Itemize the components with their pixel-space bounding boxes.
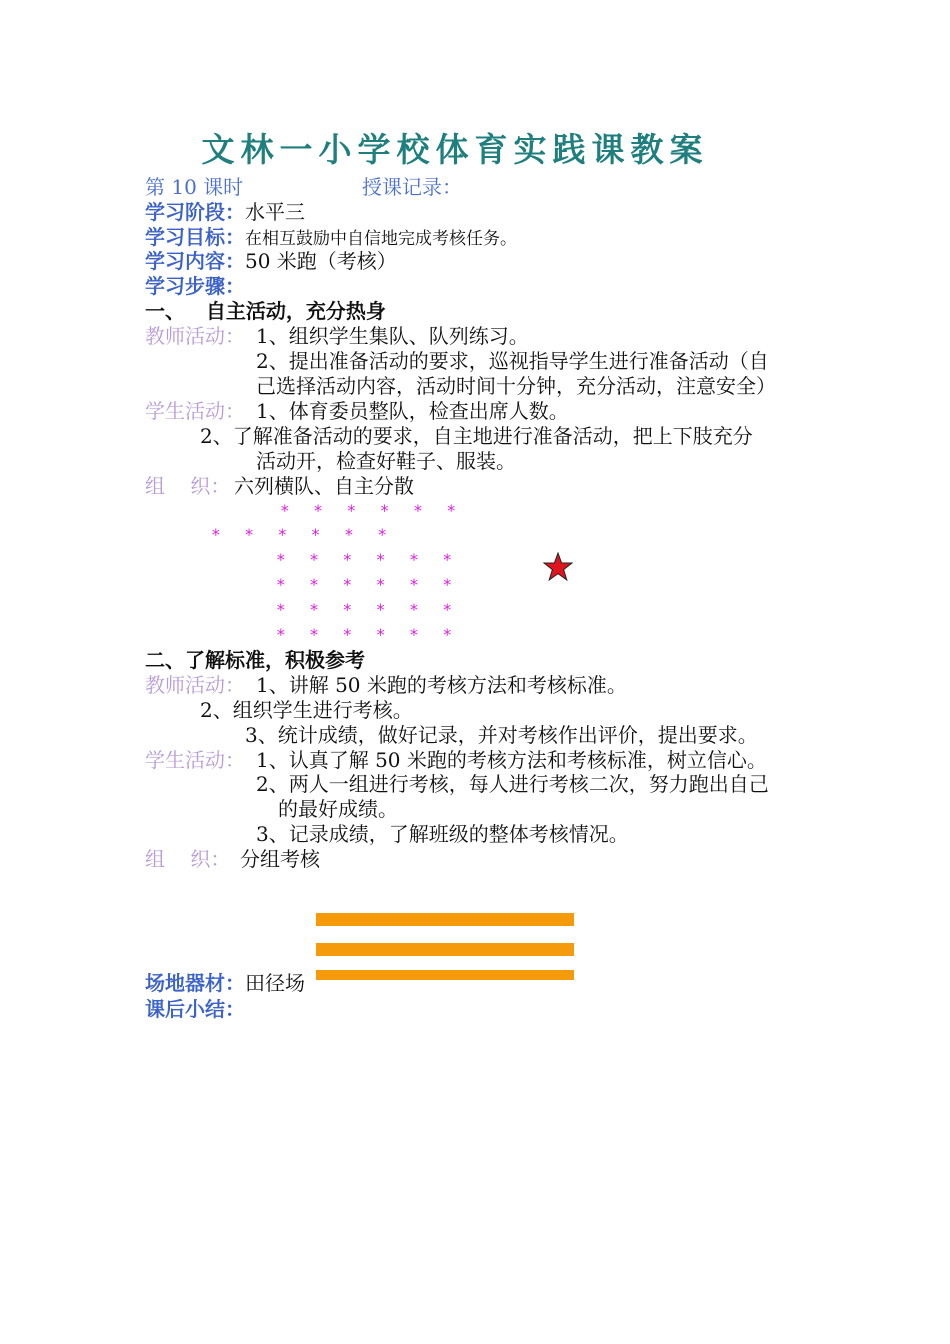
goal-label: 学习目标： xyxy=(145,225,245,249)
formation-row: * * * * * * xyxy=(276,575,459,594)
section2-student-3: 3、记录成绩，了解班级的整体考核情况。 xyxy=(256,822,629,846)
section2-student-label: 学生活动： xyxy=(145,748,245,772)
section1-student-2a: 2、了解准备活动的要求，自主地进行准备活动，把上下肢充分 xyxy=(200,424,753,448)
section1-teacher-label: 教师活动： xyxy=(145,324,245,348)
star-icon xyxy=(543,552,573,582)
section1-student-1: 1、体育委员整队，检查出席人数。 xyxy=(256,399,569,423)
goal-row xyxy=(145,225,517,251)
venue-row xyxy=(145,971,305,995)
section1-teacher-1: 1、组织学生集队、队列练习。 xyxy=(256,324,529,348)
goal-value: 在相互鼓励中自信地完成考核任务。 xyxy=(245,229,517,249)
formation-row: * * * * * * xyxy=(280,501,463,520)
steps-label: 学习步骤： xyxy=(145,274,245,298)
section2-student-1: 1、认真了解 50 米跑的考核方法和考核标准，树立信心。 xyxy=(256,748,767,772)
venue-label: 场地器材： xyxy=(145,971,245,995)
section1-heading: 一、 自主活动，充分热身 xyxy=(145,299,386,323)
formation-row: * * * * * * xyxy=(276,550,459,569)
content-value: 50 米跑（考核） xyxy=(245,249,397,273)
section1-org: 六列横队、自主分散 xyxy=(234,474,414,498)
section2-teacher-label: 教师活动： xyxy=(145,673,245,697)
stage-value: 水平三 xyxy=(245,200,305,224)
venue-value: 田径场 xyxy=(245,971,305,995)
formation-row: * * * * * * xyxy=(276,600,459,619)
stage-row xyxy=(145,200,305,224)
content-row xyxy=(145,249,397,273)
section1-teacher-2a: 2、提出准备活动的要求，巡视指导学生进行准备活动（自 xyxy=(256,349,769,373)
section2-student-2a: 2、两人一组进行考核，每人进行考核二次，努力跑出自己 xyxy=(256,772,769,796)
track-lane xyxy=(316,943,574,956)
section1-org-label: 组 织： xyxy=(145,474,231,498)
formation-row: * * * * * * xyxy=(211,525,394,544)
section2-org: 分组考核 xyxy=(240,847,320,871)
track-lane xyxy=(316,970,574,980)
section1-student-2b: 活动开，检查好鞋子、服装。 xyxy=(256,449,516,473)
summary-label: 课后小结： xyxy=(145,997,245,1021)
section2-teacher-2: 2、组织学生进行考核。 xyxy=(200,698,413,722)
section2-org-label: 组 织： xyxy=(145,847,231,871)
section2-student-2b: 的最好成绩。 xyxy=(278,797,398,821)
section1-teacher-2b: 己选择活动内容，活动时间十分钟，充分活动，注意安全） xyxy=(256,374,776,398)
content-label: 学习内容： xyxy=(145,249,245,273)
page-title: 文林一小学校体育实践课教案 xyxy=(201,130,709,169)
stage-label: 学习阶段： xyxy=(145,200,245,224)
record-label: 授课记录： xyxy=(362,175,462,199)
section2-teacher-1: 1、讲解 50 米跑的考核方法和考核标准。 xyxy=(256,673,627,697)
section2-teacher-3: 3、统计成绩，做好记录，并对考核作出评价，提出要求。 xyxy=(245,723,758,747)
section1-student-label: 学生活动： xyxy=(145,399,245,423)
formation-row: * * * * * * xyxy=(276,625,459,644)
lesson-number: 第 10 课时 xyxy=(145,175,244,199)
section2-heading: 二、了解标准，积极参考 xyxy=(145,648,365,672)
track-lane xyxy=(316,913,574,926)
